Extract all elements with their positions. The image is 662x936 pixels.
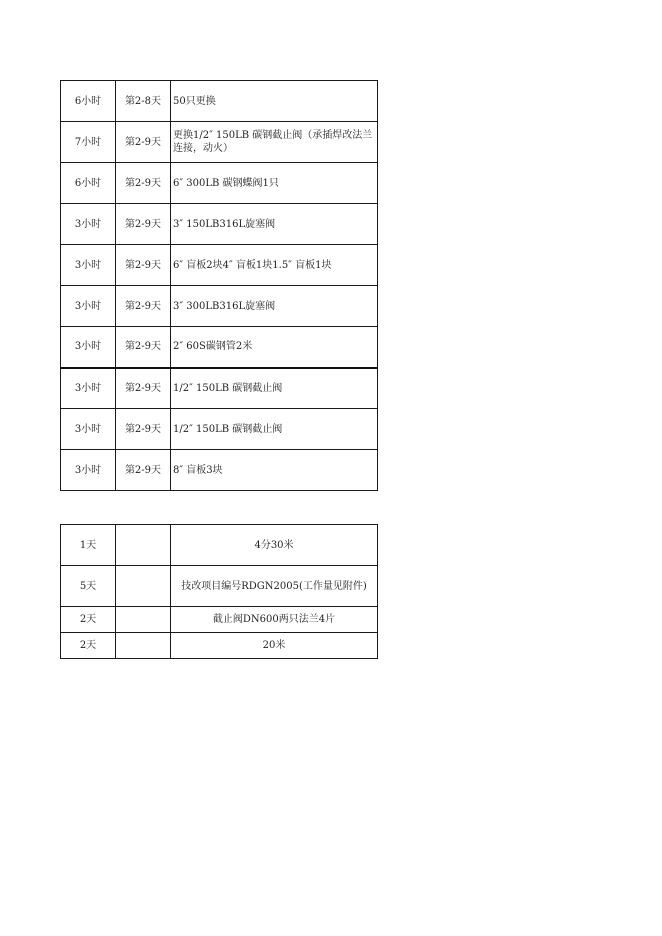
table-row [61,450,378,491]
description-cell: 3″ 150LB316L旋塞阀 [171,204,378,245]
description-cell: 3″ 300LB316L旋塞阀 [171,286,378,327]
duration-cell: 6小时 [61,81,116,122]
table-row [61,204,378,245]
description-cell: 50只更换 [171,81,378,122]
duration-cell: 3小时 [61,450,116,491]
table-row [61,409,378,450]
schedule-day-cell: 第2-9天 [116,450,171,491]
table-row [61,607,378,633]
table-row [61,327,378,368]
table-row [61,566,378,607]
description-cell: 8″ 盲板3块 [171,450,378,491]
duration-cell: 3小时 [61,245,116,286]
description-cell: 20米 [171,633,378,659]
project-items-table [60,524,378,659]
schedule-day-cell: 第2-9天 [116,409,171,450]
schedule-day-cell: 第2-9天 [116,327,171,368]
schedule-day-cell: 第2-9天 [116,204,171,245]
table-row [61,81,378,122]
duration-cell: 6小时 [61,163,116,204]
duration-cell: 2天 [61,607,116,633]
schedule-day-cell: 第2-9天 [116,122,171,163]
description-cell: 2″ 60S碳钢管2米 [171,327,378,368]
duration-cell: 2天 [61,633,116,659]
table-row [61,245,378,286]
table-row [61,163,378,204]
table-row [61,633,378,659]
description-cell: 1/2″ 150LB 碳钢截止阀 [171,409,378,450]
work-items-table [60,80,378,491]
table-row [61,525,378,566]
schedule-day-cell: 第2-9天 [116,368,171,409]
table-row [61,368,378,409]
schedule-day-cell: 第2-9天 [116,245,171,286]
schedule-day-cell: 第2-8天 [116,81,171,122]
schedule-day-cell: 第2-9天 [116,286,171,327]
duration-cell: 3小时 [61,286,116,327]
description-cell: 截止阀DN600两只法兰4片 [171,607,378,633]
schedule-day-cell [116,525,171,566]
description-cell: 技改项目编号RDGN2005(工作量见附件) [171,566,378,607]
description-cell: 4分30米 [171,525,378,566]
duration-cell: 5天 [61,566,116,607]
description-cell: 6″ 盲板2块4″ 盲板1块1.5″ 盲板1块 [171,245,378,286]
description-cell: 6″ 300LB 碳钢蝶阀1只 [171,163,378,204]
table-row [61,286,378,327]
duration-cell: 1天 [61,525,116,566]
duration-cell: 3小时 [61,327,116,368]
schedule-day-cell [116,566,171,607]
schedule-day-cell [116,607,171,633]
description-cell: 1/2″ 150LB 碳钢截止阀 [171,368,378,409]
duration-cell: 3小时 [61,368,116,409]
duration-cell: 3小时 [61,204,116,245]
duration-cell: 7小时 [61,122,116,163]
description-cell: 更换1/2″ 150LB 碳钢截止阀（承插焊改法兰连接，动火） [171,122,378,163]
schedule-day-cell: 第2-9天 [116,163,171,204]
table-row [61,122,378,163]
duration-cell: 3小时 [61,409,116,450]
schedule-day-cell [116,633,171,659]
